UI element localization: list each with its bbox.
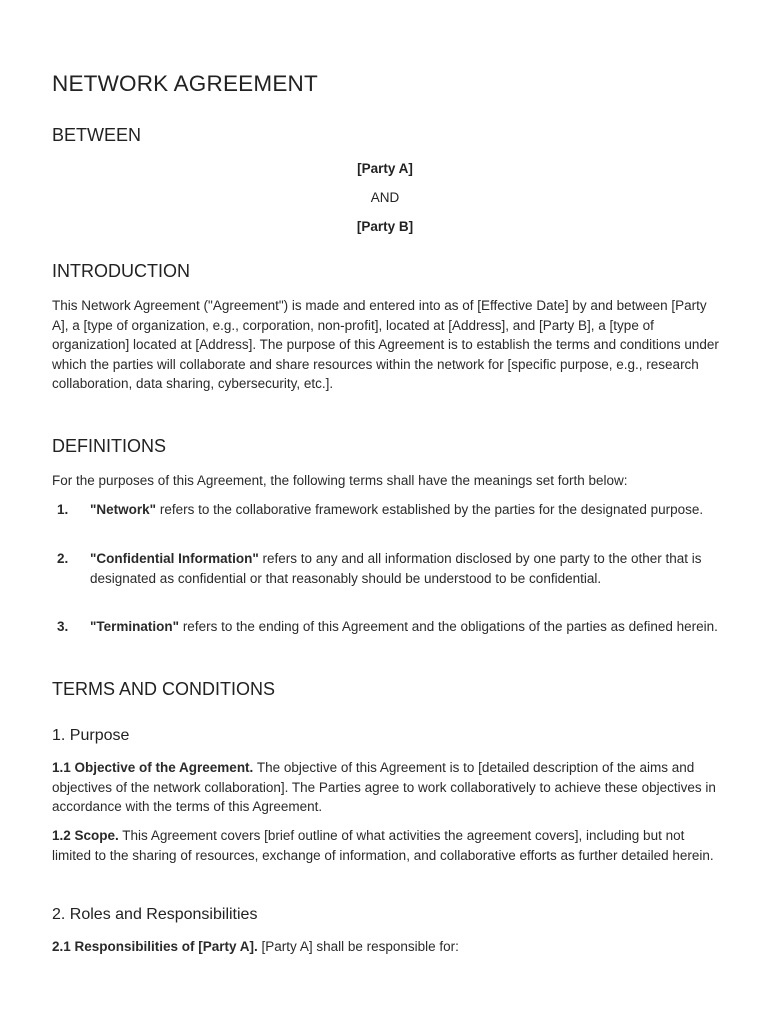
definition-term: "Confidential Information" (90, 551, 259, 566)
definition-body (90, 500, 722, 520)
party-a-name: [Party A] (357, 161, 413, 176)
clause-1-2-label: 1.2 Scope. (52, 828, 119, 843)
definition-body (90, 549, 722, 588)
introduction-paragraph: This Network Agreement ("Agreement") is made and entered into as of [Effective Date] by and between [Party A], a [type of organization, e.g., corporation, non-profit], located at [Address], and [Party B], a [type of organization] located at [Address]. The purpose of this Agreement is to establish the terms and conditions under which the parties will collaborate and share resources within the network for [specific purpose, e.g., research collaboration, data sharing, cybersecurity, etc.]. (52, 298, 719, 391)
definition-text: refers to the ending of this Agreement and the obligations of the parties as defined herein. (179, 619, 718, 634)
clause-1-2-text: This Agreement covers [brief outline of what activities the agreement covers], including but not limited to the sharing of resources, exchange of information, and collaborative efforts as further detailed herein. (52, 828, 714, 863)
definition-term: "Network" (90, 502, 157, 517)
and-separator: AND (370, 190, 400, 205)
definition-number: 3. (57, 619, 69, 634)
definition-term: "Termination" (90, 619, 180, 634)
clause-1-1-text: The objective of this Agreement is to [detailed description of the aims and objectives of the network collaboration]. The Parties agree to work collaboratively to achieve these objectives in accordance with the terms of this Agreement. (52, 760, 716, 814)
definitions-intro: For the purposes of this Agreement, the following terms shall have the meanings set forth below: (52, 473, 628, 488)
definition-number: 1. (57, 502, 69, 517)
party-b-name: [Party B] (356, 219, 414, 234)
definition-text: refers to the collaborative framework established by the parties for the designated purpose. (156, 502, 704, 517)
purpose-heading: 1. Purpose (52, 727, 130, 744)
roles-heading: 2. Roles and Responsibilities (52, 906, 258, 923)
definitions-heading: DEFINITIONS (52, 436, 167, 456)
definition-number: 2. (57, 551, 69, 566)
clause-1-2 (52, 826, 724, 865)
clause-1-1 (52, 758, 724, 817)
definition-text: refers to any and all information disclosed by one party to the other that is designated as confidential or that reasonably should be understood to be confidential. (90, 551, 702, 586)
between-heading: BETWEEN (52, 125, 142, 145)
clause-1-1-label: 1.1 Objective of the Agreement. (52, 760, 254, 775)
clause-2-1 (52, 937, 724, 957)
terms-heading: TERMS AND CONDITIONS (52, 679, 276, 699)
clause-2-1-label: 2.1 Responsibilities of [Party A]. (52, 939, 258, 954)
definition-body (90, 617, 722, 637)
introduction-heading: INTRODUCTION (52, 261, 190, 281)
document-title: NETWORK AGREEMENT (52, 71, 318, 96)
clause-2-1-text: [Party A] shall be responsible for: (257, 939, 459, 954)
